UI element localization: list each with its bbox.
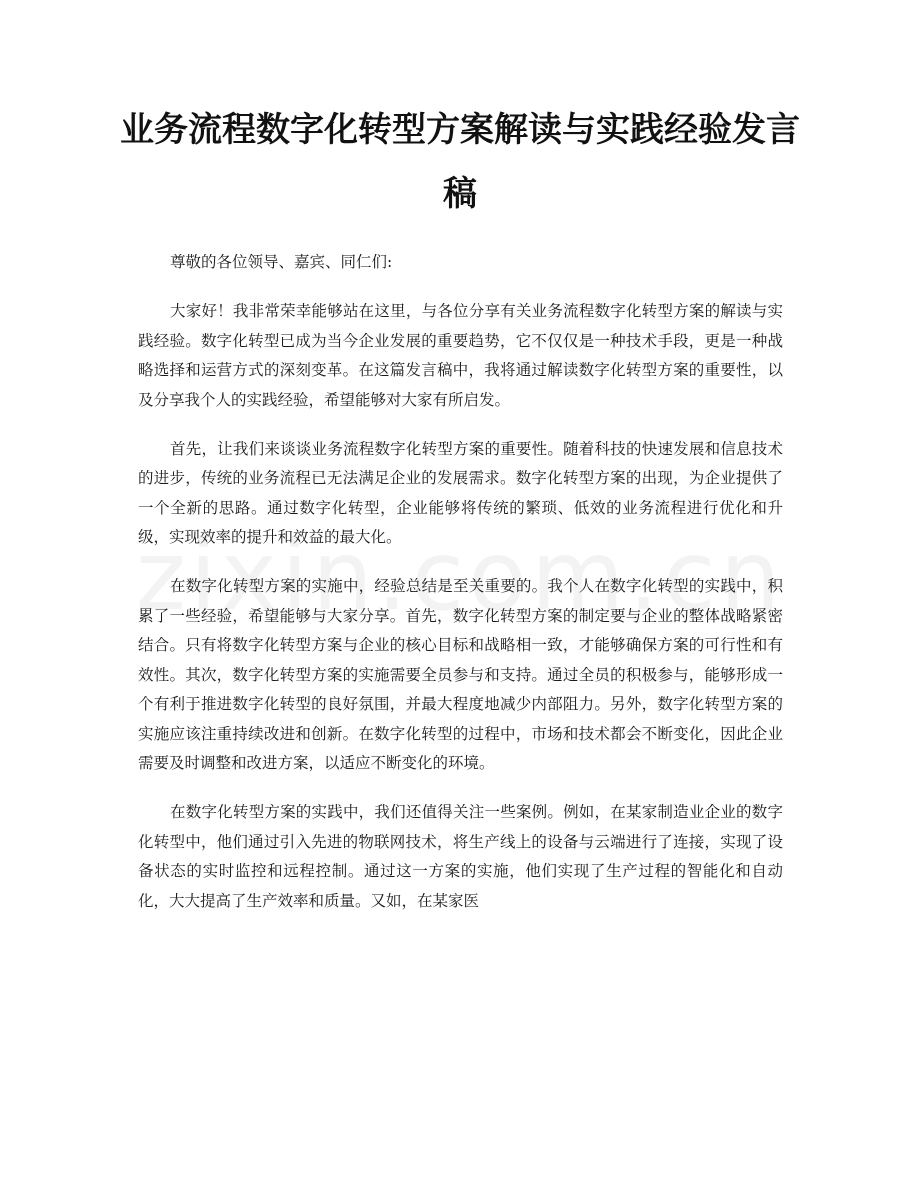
intro-paragraph: 大家好！我非常荣幸能够站在这里，与各位分享有关业务流程数字化转型方案的解读与实践经验。数字化转型已成为当今企业发展的重要趋势，它不仅仅是一种技术手段，更是一种战略选择和运营方式的深刻变革。在这篇发言稿中，我将通过解读数字化转型方案的重要性，以及分享我个人的实践经验，希望能够对大家有所启发。: [138, 302, 783, 409]
document-title: 业务流程数字化转型方案解读与实践经验发言稿: [120, 110, 800, 214]
experience-paragraph: 在数字化转型方案的实施中，经验总结是至关重要的。我个人在数字化转型的实践中，积累了一些经验，希望能够与大家分享。首先，数字化转型方案的制定要与企业的整体战略紧密结合。只有将数字化转型方案与企业的核心目标和战略相一致，才能够确保方案的可行性和有效性。其次，数字化转型方案的实施需要全员参与和支持。通过全员的积极参与，能够形成一个有利于推进数字化转型的良好氛围，并最大程度地减少内部阻力。另外，数字化转型方案的实施应该注重持续改进和创新。在数字化转型的过程中，市场和技术都会不断变化，因此企业需要及时调整和改进方案，以适应不断变化的环境。: [138, 577, 783, 772]
case-paragraph: 在数字化转型方案的实践中，我们还值得关注一些案例。例如，在某家制造业企业的数字化转型中，他们通过引入先进的物联网技术，将生产线上的设备与云端进行了连接，实现了设备状态的实时监控和远程控制。通过这一方案的实施，他们实现了生产过程的智能化和自动化，大大提高了生产效率和质量。又如，在某家医: [138, 803, 783, 910]
document-body: [138, 248, 783, 936]
importance-paragraph: 首先，让我们来谈谈业务流程数字化转型方案的重要性。随着科技的快速发展和信息技术的进步，传统的业务流程已无法满足企业的发展需求。数字化转型方案的出现，为企业提供了一个全新的思路。通过数字化转型，企业能够将传统的繁琐、低效的业务流程进行优化和升级，实现效率的提升和效益的最大化。: [138, 439, 783, 546]
greeting-paragraph: 尊敬的各位领导、嘉宾、同仁们:: [170, 253, 393, 271]
